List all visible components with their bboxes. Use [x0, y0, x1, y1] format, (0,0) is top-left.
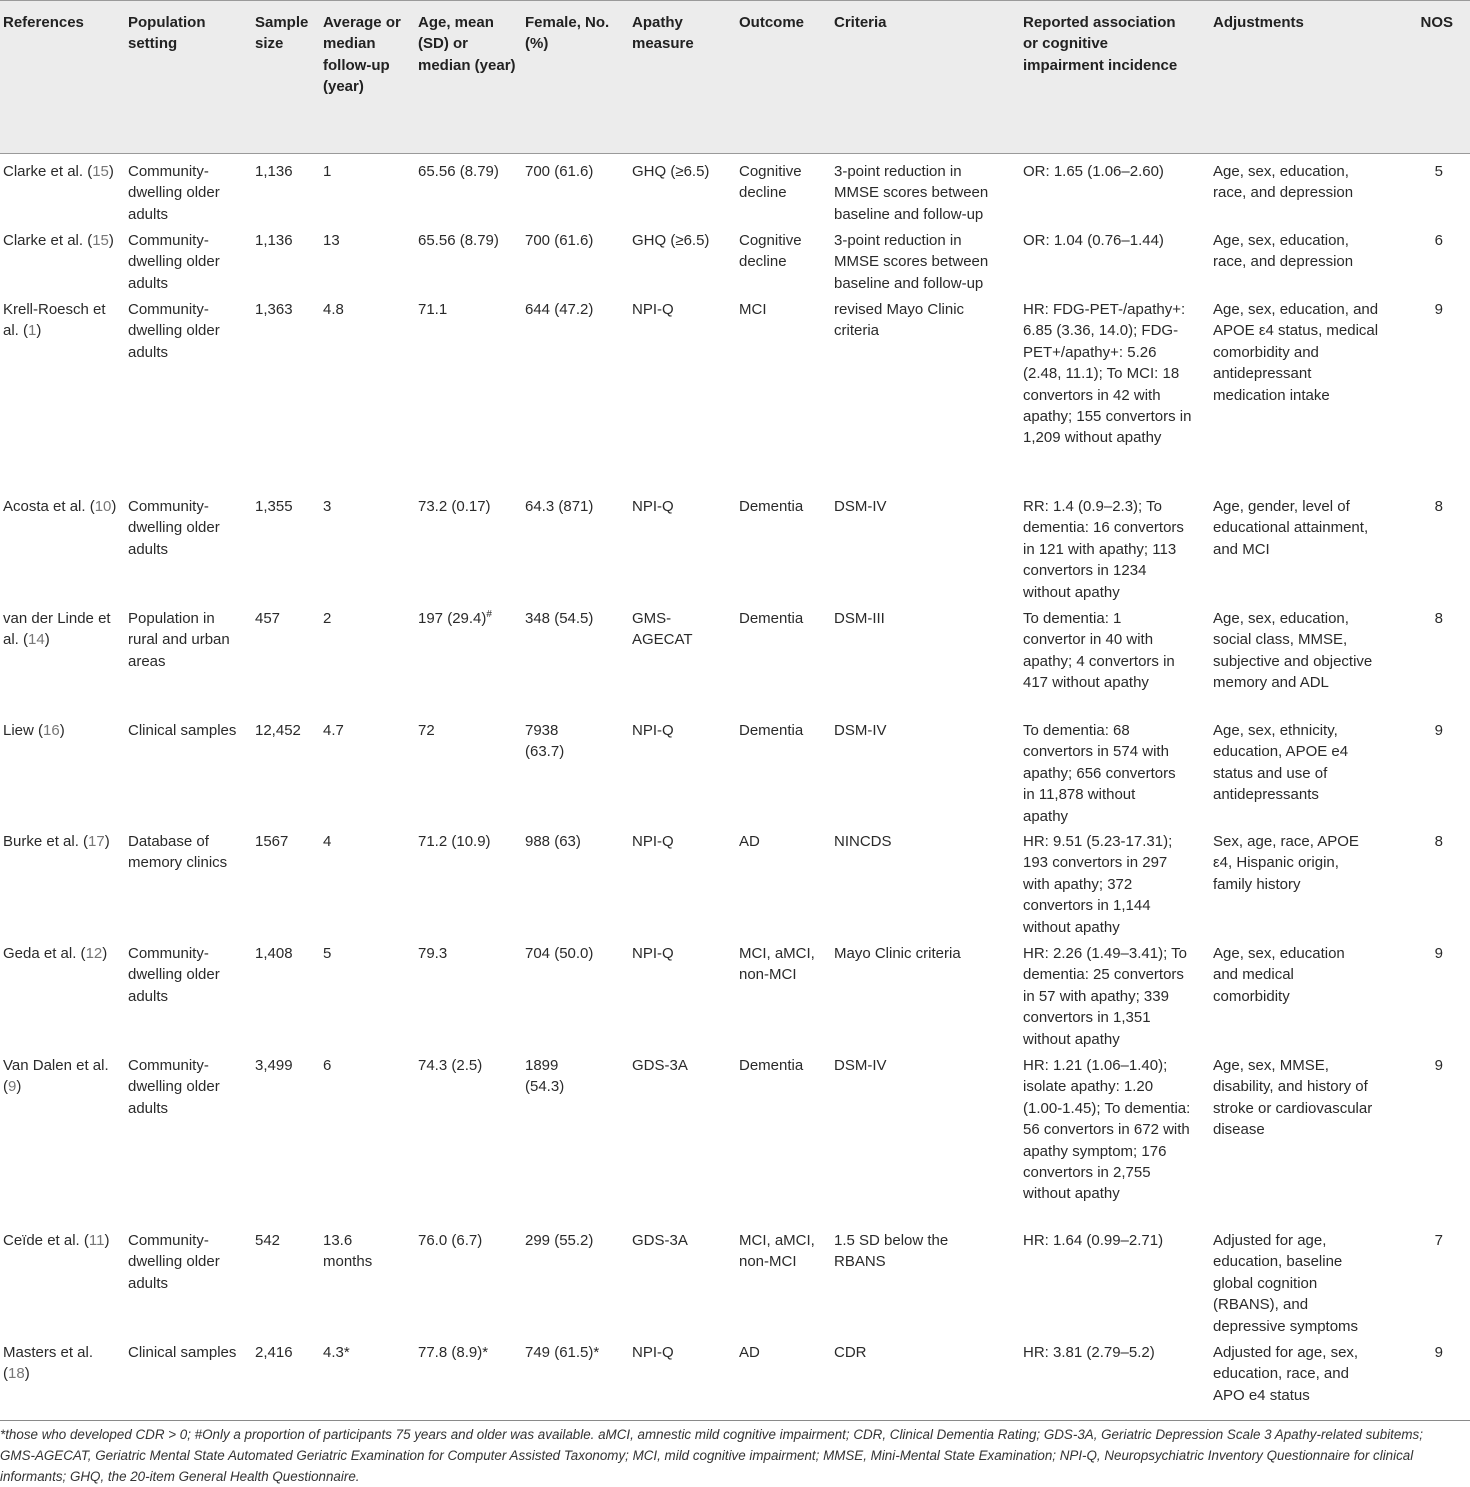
cell-adjustments: Age, sex, education, and APOE ε4 status, medical comorbidity and antidepressant medication intake: [1213, 301, 1379, 404]
cell-sample: 1,136: [255, 163, 293, 180]
table-row: [0, 299, 1470, 496]
cell-apathy: NPI-Q: [632, 301, 674, 318]
citation-link[interactable]: 15: [92, 163, 109, 180]
cell-female: 700 (61.6): [525, 232, 594, 249]
cell-population: Community-dwelling older adults: [128, 1232, 220, 1292]
cell-criteria: DSM-IV: [834, 498, 887, 515]
cell-population: Community-dwelling older adults: [128, 163, 220, 223]
cell-association: OR: 1.04 (0.76–1.44): [1023, 232, 1164, 249]
cell-sample: 1,363: [255, 301, 293, 318]
table-footnote: *those who developed CDR > 0; #Only a proportion of participants 75 years and older was available. aMCI, amnestic mild cognitive impairment; CDR, Clinical Dementia Rating; GDS-3A, Geriatric Depression Scale 3 Apathy-related subitems; GMS-AGECAT, Geriatric Mental State Automated Geriatric Examination for Computer Assisted Taxonomy; MCI, mild cognitive impairment; MMSE, Mini-Mental State Examination; NPI-Q, Neuropsychiatric Inventory Questionnaire for clinical informants; GHQ, the 20-item General Health Questionnaire.: [0, 1427, 1423, 1484]
cell-outcome: Dementia: [739, 498, 804, 515]
cell-female: 7938 (63.7): [525, 722, 565, 761]
cell-age: 72: [418, 722, 435, 739]
cell-association: To dementia: 1 convertor in 40 with apathy; 4 convertors in 417 without apathy: [1023, 610, 1175, 692]
cell-apathy: GHQ (≥6.5): [632, 163, 710, 180]
cell-followup: 13: [323, 232, 340, 249]
header-population: Population setting: [128, 14, 206, 53]
cell-followup: 3: [323, 498, 332, 515]
cell-sample: 542: [255, 1232, 281, 1249]
cell-association: HR: FDG-PET-/apathy+: 6.85 (3.36, 14.0); FDG-PET+/apathy+: 5.26 (2.48, 11.1); To MCI: 18 convertors in 42 with apathy; 155 convertors in 1,209 without apathy: [1023, 301, 1192, 447]
header-female: Female, No. (%): [525, 14, 610, 53]
cell-adjustments: Adjusted for age, sex, education, race, and APO e4 status: [1213, 1344, 1359, 1404]
cell-criteria: DSM-IV: [834, 722, 887, 739]
cell-criteria: Mayo Clinic criteria: [834, 945, 961, 962]
cell-followup: 4.3*: [323, 1344, 350, 1361]
cell-apathy: NPI-Q: [632, 498, 674, 515]
citation-link[interactable]: 17: [88, 833, 105, 850]
cell-female: 1899 (54.3): [525, 1057, 565, 1096]
cell-population: Community-dwelling older adults: [128, 301, 220, 361]
cell-outcome: AD: [739, 1344, 760, 1361]
citation-link[interactable]: 10: [94, 498, 112, 515]
cell-age: 65.56 (8.79): [418, 163, 499, 180]
header-criteria: Criteria: [834, 14, 887, 31]
cell-population: Database of memory clinics: [128, 833, 228, 872]
cell-nos: 8: [1434, 498, 1443, 515]
table-row: [0, 943, 1470, 1055]
cell-criteria: CDR: [834, 1344, 867, 1361]
cell-sample: 1,136: [255, 232, 293, 249]
citation-link[interactable]: 12: [85, 945, 103, 962]
cell-apathy: NPI-Q: [632, 722, 674, 739]
cell-apathy: GDS-3A: [632, 1057, 688, 1074]
cell-reference: Krell-Roesch et al. (1): [3, 301, 106, 340]
cell-association: RR: 1.4 (0.9–2.3); To dementia: 16 convertors in 121 with apathy; 113 convertors in 1234 without apathy: [1023, 498, 1184, 601]
cell-reference: Van Dalen et al. (9): [3, 1057, 109, 1096]
cell-reference: Clarke et al. (15): [3, 232, 114, 249]
header-outcome: Outcome: [739, 14, 805, 31]
header-references: References: [3, 14, 84, 31]
cell-reference: Burke et al. (17): [3, 833, 110, 850]
cell-outcome: Dementia: [739, 610, 804, 627]
cell-population: Clinical samples: [128, 722, 237, 739]
citation-link[interactable]: 1: [28, 322, 37, 340]
cell-criteria: DSM-IV: [834, 1057, 887, 1074]
table-row: [0, 1230, 1470, 1342]
cell-association: HR: 9.51 (5.23-17.31); 193 convertors in 297 with apathy; 372 convertors in 1,144 without apathy: [1023, 833, 1173, 936]
header-adjustments: Adjustments: [1213, 14, 1304, 31]
table-row: [0, 831, 1470, 943]
cell-reference: Ceïde et al. (11): [3, 1232, 110, 1249]
cell-sample: 1,355: [255, 498, 293, 515]
citation-link[interactable]: 11: [88, 1232, 105, 1249]
cell-adjustments: Age, sex, education and medical comorbidity: [1213, 945, 1345, 1005]
cell-female: 700 (61.6): [525, 163, 594, 180]
cell-followup: 5: [323, 945, 332, 962]
cell-followup: 4: [323, 833, 332, 850]
cell-adjustments: Age, sex, MMSE, disability, and history of stroke or cardiovascular disease: [1213, 1057, 1373, 1139]
cell-nos: 5: [1434, 163, 1443, 180]
cell-apathy: NPI-Q: [632, 1344, 674, 1361]
cell-nos: 9: [1434, 301, 1443, 318]
cell-age: 74.3 (2.5): [418, 1057, 483, 1074]
cell-age: 71.1: [418, 301, 448, 318]
cell-nos: 9: [1434, 1344, 1443, 1361]
cell-association: OR: 1.65 (1.06–2.60): [1023, 163, 1164, 180]
cell-sample: 12,452: [255, 722, 301, 739]
footnote-divider: [0, 1420, 1470, 1421]
cell-outcome: Dementia: [739, 1057, 804, 1074]
cell-nos: 9: [1434, 945, 1443, 962]
header-age: Age, mean (SD) or median (year): [418, 14, 516, 74]
cell-female: 299 (55.2): [525, 1232, 594, 1249]
cell-female: 348 (54.5): [525, 610, 594, 627]
cell-outcome: AD: [739, 833, 760, 850]
citation-link[interactable]: 9: [8, 1078, 17, 1096]
footnote-marker: #: [486, 609, 492, 620]
cell-age: 71.2 (10.9): [418, 833, 491, 850]
cell-female: 64.3 (871): [525, 498, 594, 515]
cell-age: 65.56 (8.79): [418, 232, 499, 249]
cell-sample: 1,408: [255, 945, 293, 962]
cell-sample: 1567: [255, 833, 289, 850]
cell-nos: 6: [1434, 232, 1443, 249]
table-row: [0, 720, 1470, 831]
cell-age: 197 (29.4)#: [418, 609, 492, 627]
cell-adjustments: Age, sex, education, race, and depression: [1213, 232, 1354, 271]
cell-followup: 1: [323, 163, 332, 180]
cell-female: 749 (61.5)*: [525, 1344, 600, 1361]
citation-link[interactable]: 14: [28, 631, 45, 649]
cell-outcome: Cognitive decline: [739, 232, 802, 271]
cell-population: Clinical samples: [128, 1344, 237, 1361]
cell-followup: 6: [323, 1057, 332, 1074]
cell-sample: 3,499: [255, 1057, 293, 1074]
cell-followup: 13.6 months: [323, 1232, 373, 1271]
cell-sample: 457: [255, 610, 281, 627]
cell-population: Population in rural and urban areas: [128, 610, 230, 670]
cell-outcome: MCI, aMCI, non-MCI: [739, 1232, 815, 1271]
cell-reference: Liew (16): [3, 722, 65, 739]
cell-sample: 2,416: [255, 1344, 293, 1361]
cell-adjustments: Adjusted for age, education, baseline global cognition (RBANS), and depressive symptoms: [1213, 1232, 1359, 1335]
cell-apathy: GMS-AGECAT: [632, 610, 693, 649]
cell-followup: 2: [323, 610, 332, 627]
cell-outcome: Dementia: [739, 722, 804, 739]
table-header: [0, 0, 1470, 154]
cell-female: 644 (47.2): [525, 301, 594, 318]
header-association: Reported association or cognitive impairment incidence: [1023, 14, 1178, 74]
cell-population: Community-dwelling older adults: [128, 1057, 220, 1117]
cell-outcome: MCI, aMCI, non-MCI: [739, 945, 815, 984]
cell-association: HR: 3.81 (2.79–5.2): [1023, 1344, 1155, 1361]
cell-reference: van der Linde et al. (14): [3, 610, 111, 649]
cell-reference: Masters et al. (18): [3, 1344, 94, 1383]
cell-female: 704 (50.0): [525, 945, 594, 962]
cell-association: To dementia: 68 convertors in 574 with apathy; 656 convertors in 11,878 without apathy: [1023, 722, 1176, 825]
cell-reference: Acosta et al. (10): [3, 498, 117, 515]
cell-nos: 8: [1434, 610, 1443, 627]
citation-link[interactable]: 16: [43, 722, 60, 739]
table-row: [0, 496, 1470, 608]
cell-followup: 4.8: [323, 301, 344, 318]
citation-link[interactable]: 15: [92, 232, 109, 249]
cell-population: Community-dwelling older adults: [128, 945, 220, 1005]
cell-apathy: NPI-Q: [632, 833, 674, 850]
cell-adjustments: Age, gender, level of educational attainment, and MCI: [1213, 498, 1369, 558]
table-row: [0, 1342, 1470, 1412]
cell-nos: 8: [1434, 833, 1443, 850]
cell-reference: Clarke et al. (15): [3, 163, 114, 180]
cell-adjustments: Sex, age, race, APOE ε4, Hispanic origin, family history: [1213, 833, 1359, 893]
cell-adjustments: Age, sex, education, race, and depression: [1213, 163, 1354, 202]
cell-adjustments: Age, sex, education, social class, MMSE, subjective and objective memory and ADL: [1213, 610, 1373, 692]
cell-nos: 7: [1434, 1232, 1443, 1249]
cell-criteria: 3-point reduction in MMSE scores between baseline and follow-up: [834, 163, 989, 223]
cell-criteria: DSM-III: [834, 610, 885, 627]
cell-apathy: GDS-3A: [632, 1232, 688, 1249]
cell-apathy: NPI-Q: [632, 945, 674, 962]
cell-criteria: revised Mayo Clinic criteria: [834, 301, 965, 340]
header-sample: Sample size: [255, 14, 309, 53]
table-row: [0, 608, 1470, 720]
cell-age: 77.8 (8.9)*: [418, 1344, 489, 1361]
cell-adjustments: Age, sex, ethnicity, education, APOE e4 status and use of antidepressants: [1213, 722, 1349, 804]
cell-association: HR: 2.26 (1.49–3.41); To dementia: 25 convertors in 57 with apathy; 339 convertors in 1,351 without apathy: [1023, 945, 1187, 1048]
table-row: [0, 230, 1470, 300]
cell-outcome: MCI: [739, 301, 767, 318]
cell-female: 988 (63): [525, 833, 581, 850]
cell-association: HR: 1.21 (1.06–1.40); isolate apathy: 1.20 (1.00-1.45); To dementia: 56 convertors in 672 with apathy symptom; 176 convertors in 2,755 without apathy: [1023, 1057, 1191, 1203]
cell-criteria: 3-point reduction in MMSE scores between baseline and follow-up: [834, 232, 989, 292]
cell-nos: 9: [1434, 722, 1443, 739]
cell-age: 79.3: [418, 945, 448, 962]
cell-association: HR: 1.64 (0.99–2.71): [1023, 1232, 1164, 1249]
cell-apathy: GHQ (≥6.5): [632, 232, 710, 249]
cell-nos: 9: [1434, 1057, 1443, 1074]
cell-population: Community-dwelling older adults: [128, 232, 220, 292]
cell-criteria: NINCDS: [834, 833, 892, 850]
table-row: [0, 161, 1470, 231]
cell-criteria: 1.5 SD below the RBANS: [834, 1232, 949, 1271]
header-apathy: Apathy measure: [632, 14, 694, 53]
cell-age: 73.2 (0.17): [418, 498, 491, 515]
cell-outcome: Cognitive decline: [739, 163, 802, 202]
citation-link[interactable]: 18: [8, 1365, 25, 1383]
cell-followup: 4.7: [323, 722, 344, 739]
header-followup: Average or median follow-up (year): [323, 14, 401, 96]
cell-age: 76.0 (6.7): [418, 1232, 483, 1249]
header-nos: NOS: [1420, 14, 1453, 31]
cell-reference: Geda et al. (12): [3, 945, 108, 962]
table-row: [0, 1055, 1470, 1230]
cell-population: Community-dwelling older adults: [128, 498, 220, 558]
